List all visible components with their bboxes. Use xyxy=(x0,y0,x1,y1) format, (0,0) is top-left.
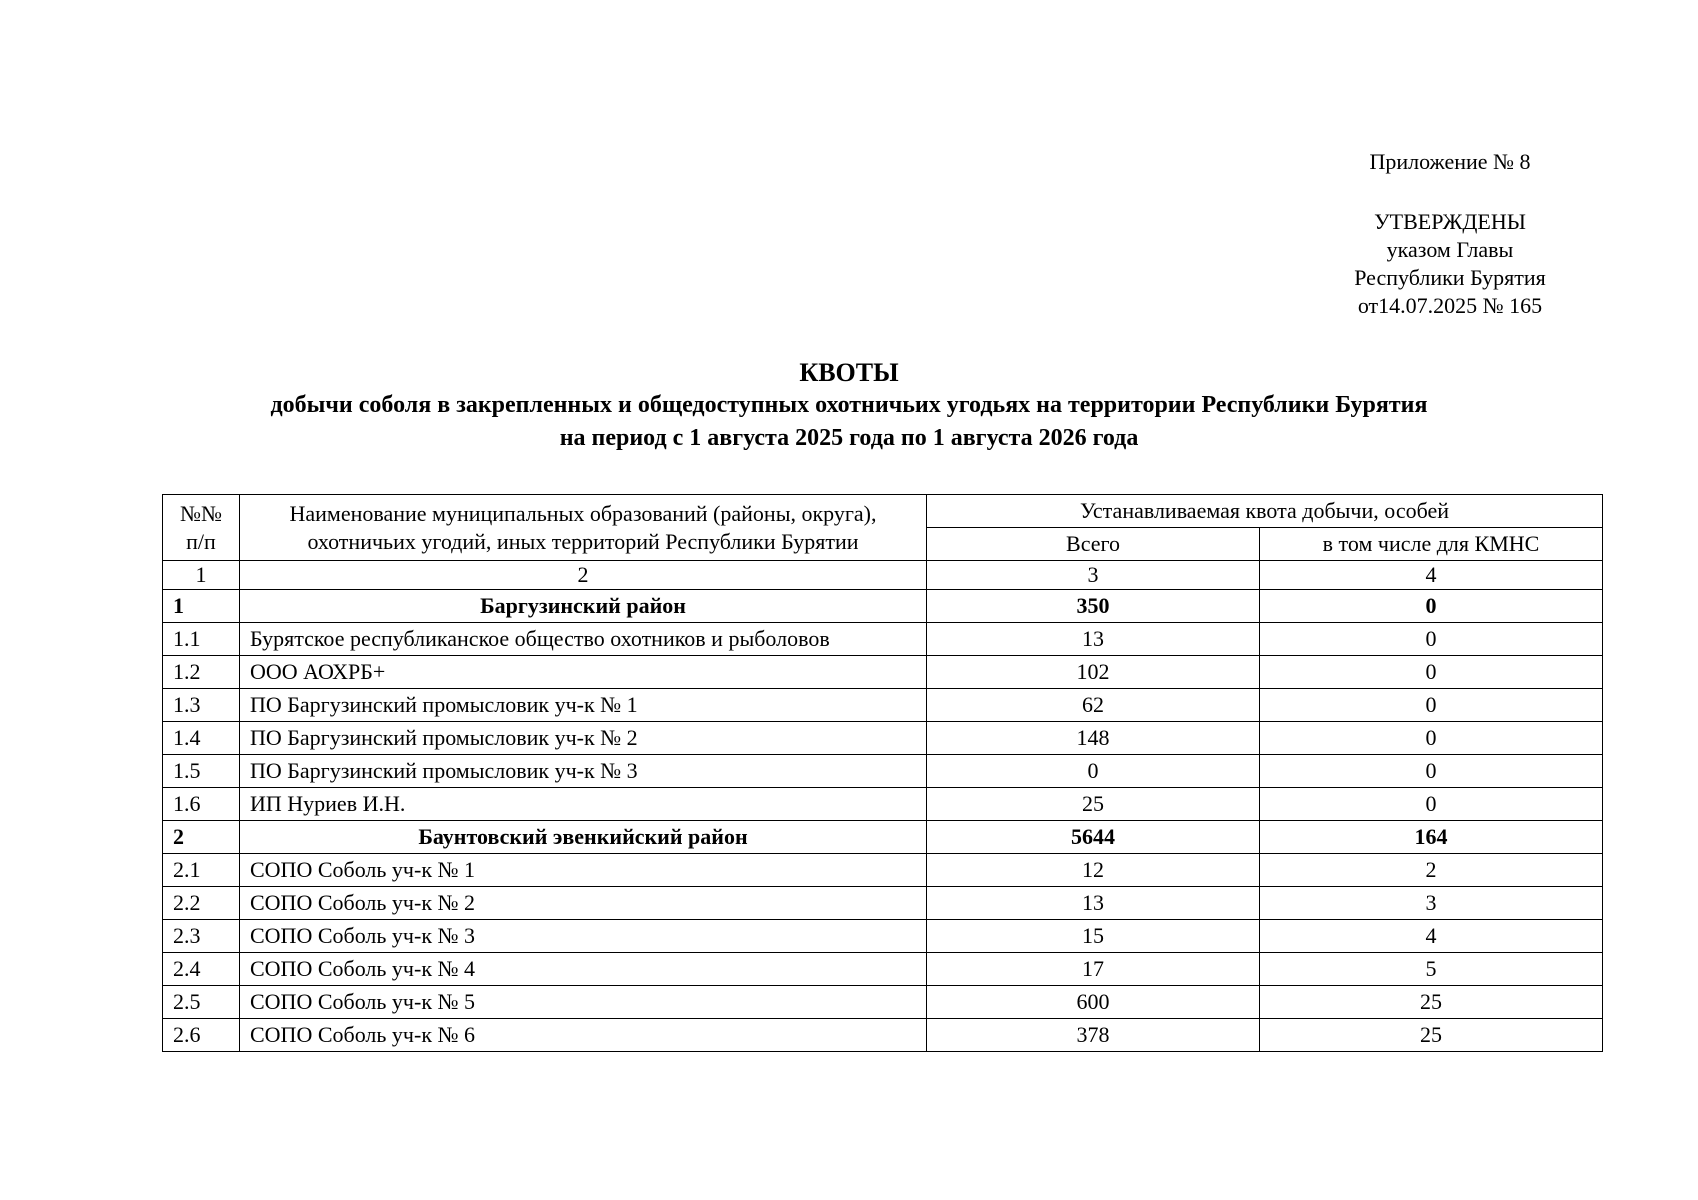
district-row xyxy=(163,590,1603,623)
row-total: 350 xyxy=(927,590,1260,623)
row-name: Баргузинский район xyxy=(240,590,927,623)
header-number xyxy=(163,495,240,561)
column-number: 3 xyxy=(927,561,1260,590)
row-number: 1 xyxy=(163,590,240,623)
row-kmns: 0 xyxy=(1260,755,1603,788)
table-row xyxy=(163,1019,1603,1052)
row-total: 12 xyxy=(927,854,1260,887)
table-row xyxy=(163,887,1603,920)
row-total: 102 xyxy=(927,656,1260,689)
table-row xyxy=(163,755,1603,788)
table-row xyxy=(163,953,1603,986)
row-total: 5644 xyxy=(927,821,1260,854)
row-number: 1.3 xyxy=(163,689,240,722)
row-total: 148 xyxy=(927,722,1260,755)
row-kmns: 25 xyxy=(1260,986,1603,1019)
table-row xyxy=(163,689,1603,722)
column-number: 2 xyxy=(240,561,927,590)
row-number: 1.1 xyxy=(163,623,240,656)
approval-block xyxy=(1320,208,1580,320)
row-name: ПО Баргузинский промысловик уч-к № 2 xyxy=(240,722,927,755)
row-name: СОПО Соболь уч-к № 1 xyxy=(240,854,927,887)
row-kmns: 4 xyxy=(1260,920,1603,953)
table-row xyxy=(163,623,1603,656)
row-name: ИП Нуриев И.Н. xyxy=(240,788,927,821)
title-subject: добычи соболя в закрепленных и общедоступных охотничьих угодьях на территории Республики Бурятия xyxy=(270,392,1428,418)
quota-table xyxy=(162,494,1603,1052)
row-total: 17 xyxy=(927,953,1260,986)
column-numbers-row xyxy=(163,561,1603,590)
row-number: 2.4 xyxy=(163,953,240,986)
row-name: Баунтовский эвенкийский район xyxy=(240,821,927,854)
row-kmns: 3 xyxy=(1260,887,1603,920)
row-total: 25 xyxy=(927,788,1260,821)
row-total: 13 xyxy=(927,623,1260,656)
row-total: 378 xyxy=(927,1019,1260,1052)
row-name: ПО Баргузинский промысловик уч-к № 3 xyxy=(240,755,927,788)
title-main: КВОТЫ xyxy=(799,358,899,387)
table-row xyxy=(163,920,1603,953)
approval-line-republic: Республики Бурятия xyxy=(1354,265,1546,290)
row-kmns: 0 xyxy=(1260,788,1603,821)
row-total: 15 xyxy=(927,920,1260,953)
row-number: 2.3 xyxy=(163,920,240,953)
row-name: СОПО Соболь уч-к № 3 xyxy=(240,920,927,953)
row-name: ПО Баргузинский промысловик уч-к № 1 xyxy=(240,689,927,722)
row-total: 62 xyxy=(927,689,1260,722)
row-kmns: 25 xyxy=(1260,1019,1603,1052)
row-number: 1.6 xyxy=(163,788,240,821)
row-kmns: 0 xyxy=(1260,656,1603,689)
row-name: СОПО Соболь уч-к № 4 xyxy=(240,953,927,986)
row-name: СОПО Соболь уч-к № 5 xyxy=(240,986,927,1019)
row-total: 0 xyxy=(927,755,1260,788)
table-row xyxy=(163,986,1603,1019)
row-number: 2 xyxy=(163,821,240,854)
approval-line-approved: УТВЕРЖДЕНЫ xyxy=(1374,209,1526,234)
row-number: 1.4 xyxy=(163,722,240,755)
table-row xyxy=(163,722,1603,755)
row-number: 2.6 xyxy=(163,1019,240,1052)
row-name: ООО АОХРБ+ xyxy=(240,656,927,689)
table-row xyxy=(163,788,1603,821)
row-kmns: 5 xyxy=(1260,953,1603,986)
row-kmns: 164 xyxy=(1260,821,1603,854)
column-number: 4 xyxy=(1260,561,1603,590)
row-kmns: 0 xyxy=(1260,590,1603,623)
document-title xyxy=(0,356,1698,455)
header-kmns: в том числе для КМНС xyxy=(1260,528,1603,561)
row-name: Бурятское республиканское общество охотников и рыболовов xyxy=(240,623,927,656)
row-total: 600 xyxy=(927,986,1260,1019)
title-period: на период с 1 августа 2025 года по 1 августа 2026 года xyxy=(559,425,1139,451)
column-number: 1 xyxy=(163,561,240,590)
header-number-line2: п/п xyxy=(186,528,216,554)
row-total: 13 xyxy=(927,887,1260,920)
header-total: Всего xyxy=(927,528,1260,561)
row-name: СОПО Соболь уч-к № 2 xyxy=(240,887,927,920)
row-number: 1.5 xyxy=(163,755,240,788)
row-number: 2.1 xyxy=(163,854,240,887)
appendix-label: Приложение № 8 xyxy=(1369,149,1531,174)
table-row xyxy=(163,656,1603,689)
header-quota: Устанавливаемая квота добычи, особей xyxy=(927,495,1603,528)
row-number: 2.2 xyxy=(163,887,240,920)
row-name: СОПО Соболь уч-к № 6 xyxy=(240,1019,927,1052)
row-number: 2.5 xyxy=(163,986,240,1019)
row-kmns: 2 xyxy=(1260,854,1603,887)
header-name-line1: Наименование муниципальных образований (районы, округа), xyxy=(289,500,877,526)
district-row xyxy=(163,821,1603,854)
approval-line-date: от14.07.2025 № 165 xyxy=(1357,293,1543,318)
header-name xyxy=(240,495,927,561)
table-row xyxy=(163,854,1603,887)
row-kmns: 0 xyxy=(1260,689,1603,722)
row-kmns: 0 xyxy=(1260,722,1603,755)
row-kmns: 0 xyxy=(1260,623,1603,656)
approval-line-decree: указом Главы xyxy=(1386,237,1514,262)
row-number: 1.2 xyxy=(163,656,240,689)
header-number-line1: №№ xyxy=(180,500,222,526)
header-name-line2: охотничьих угодий, иных территорий Республики Бурятии xyxy=(307,528,859,554)
